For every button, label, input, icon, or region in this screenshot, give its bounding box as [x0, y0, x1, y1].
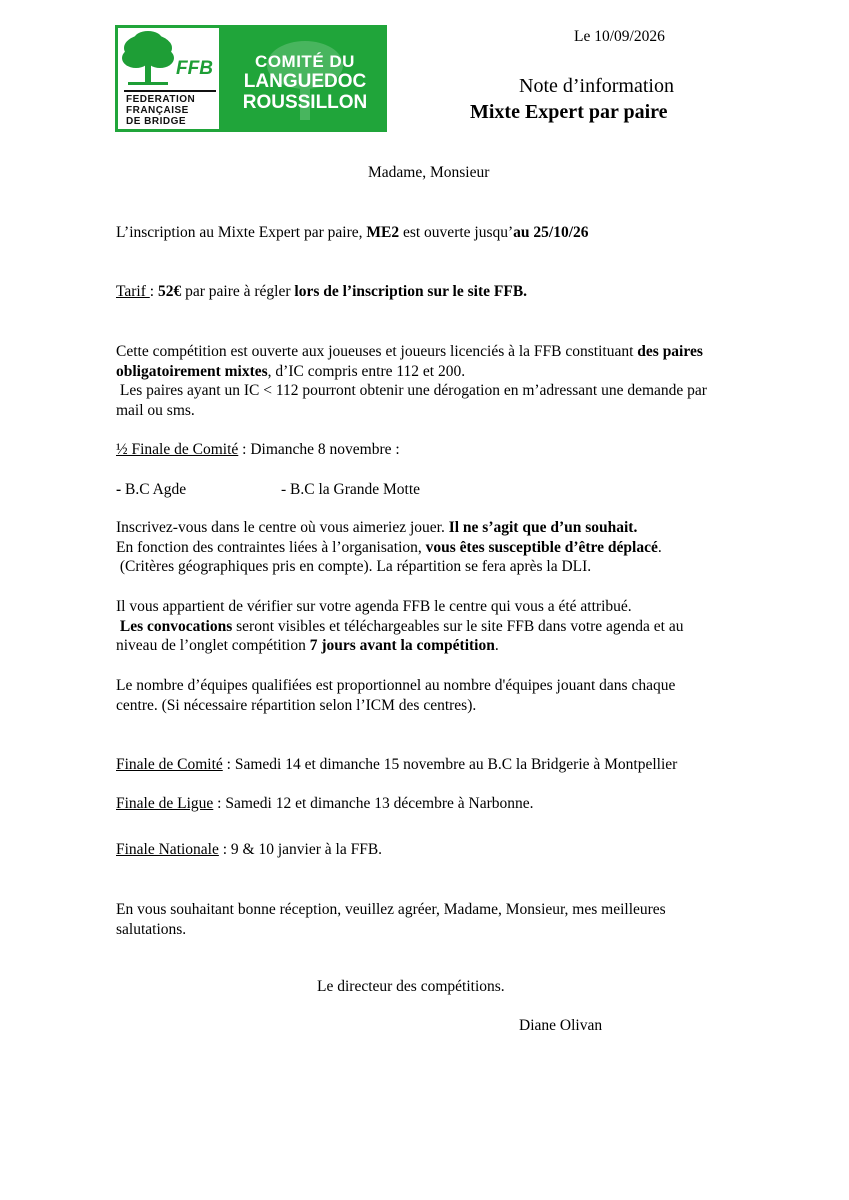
demi-finale-label: ½ Finale de Comité: [116, 441, 239, 458]
finale-nationale: [116, 840, 382, 860]
tarif-colon: :: [149, 283, 158, 300]
tarif-text: par paire à régler: [181, 283, 295, 300]
finale-comite-label: Finale de Comité: [116, 756, 223, 773]
inscrivez-paragraph: [116, 518, 662, 577]
centre-dash: -: [116, 481, 122, 498]
salutation: Madame, Monsieur: [368, 164, 490, 181]
closing-paragraph: [116, 900, 666, 939]
agenda-bold-2: 7 jours avant la compétition: [309, 637, 495, 654]
finale-comite-text: : Samedi 14 et dimanche 15 novembre au B.C la Bridgerie à Montpellier: [222, 756, 678, 773]
competition-line-2: , d’IC compris entre 112 et 200.: [267, 362, 466, 380]
competition-bold-1: des paires: [637, 343, 703, 360]
comite-line-1: COMITÉ DU: [255, 52, 355, 71]
finale-ligue: [116, 794, 534, 814]
tarif-price: 52€: [157, 283, 182, 300]
inscrivez-bold-1: Il ne s’agit que d’un souhait.: [448, 519, 638, 536]
document-date: Le 10/09/2026: [574, 28, 665, 45]
competition-paragraph: [116, 342, 707, 420]
inscription-text: L’inscription au Mixte Expert par paire,: [116, 224, 367, 241]
ffb-logo: [118, 28, 219, 129]
equipes-line-1: Le nombre d’équipes qualifiées est proportionnel au nombre d'équipes jouant dans chaque: [116, 677, 676, 694]
comite-line-2: LANGUEDOC: [243, 71, 367, 92]
agenda-line-1: Il vous appartient de vérifier sur votre agenda FFB le centre qui vous a été attribué.: [116, 598, 632, 615]
event-code: ME2: [366, 224, 400, 241]
inscrivez-period: .: [657, 538, 662, 556]
federation-line-2: FRANÇAISE: [126, 105, 189, 116]
competition-bold-2: obligatoirement mixtes: [116, 362, 268, 380]
comite-line-3: ROUSSILLON: [242, 92, 368, 113]
document-title: Note d’information: [519, 75, 674, 97]
tarif-label: Tarif: [116, 283, 150, 300]
equipes-paragraph: [116, 676, 675, 715]
closing-line-1: En vous souhaitant bonne réception, veuillez agréer, Madame, Monsieur, mes meilleures: [116, 901, 666, 918]
federation-line-3: DE BRIDGE: [126, 116, 187, 127]
centre-agde-label: B.C Agde: [121, 481, 187, 498]
agenda-line-2: seront visibles et téléchargeables sur le site FFB dans votre agenda et au: [232, 617, 684, 635]
finale-nationale-text: : 9 & 10 janvier à la FFB.: [218, 841, 383, 858]
competition-line-1: Cette compétition est ouverte aux joueuses et joueurs licenciés à la FFB constituant: [116, 343, 638, 360]
equipes-line-2: centre. (Si nécessaire répartition selon l’ICM des centres).: [116, 696, 477, 714]
competition-line-4: mail ou sms.: [116, 401, 195, 419]
finale-ligue-label: Finale de Ligue: [116, 795, 214, 812]
logo-rule: [124, 90, 216, 92]
inscrivez-line-3: (Critères géographiques pris en compte). La répartition se fera après la DLI.: [116, 558, 592, 575]
federation-line-1: FEDERATION: [126, 94, 196, 105]
inscription-text-2: est ouverte jusqu’: [399, 224, 514, 241]
document-subtitle: Mixte Expert par paire: [470, 101, 668, 123]
ffb-mark: FFB: [176, 58, 213, 79]
agenda-period: .: [494, 637, 499, 654]
tarif-paragraph: [116, 282, 527, 302]
inscrivez-line-1: Inscrivez-vous dans le centre où vous aimeriez jouer.: [116, 519, 449, 536]
agenda-paragraph: [116, 597, 684, 656]
finale-comite: [116, 755, 677, 775]
demi-finale: [116, 440, 400, 460]
competition-line-3: Les paires ayant un IC < 112 pourront obtenir une dérogation en m’adressant une demande par: [116, 382, 707, 399]
finale-nationale-label: Finale Nationale: [116, 841, 219, 858]
finale-ligue-text: : Samedi 12 et dimanche 13 décembre à Narbonne.: [213, 795, 534, 812]
deadline: au 25/10/26: [513, 224, 589, 241]
signature-name: Diane Olivan: [519, 1017, 603, 1034]
agenda-line-3: niveau de l’onglet compétition: [116, 637, 310, 654]
inscrivez-line-2: En fonction des contraintes liées à l’organisation,: [116, 538, 426, 556]
signature-role: Le directeur des compétitions.: [317, 978, 505, 995]
inscription-paragraph: [116, 223, 589, 243]
comite-logo: [115, 25, 387, 132]
agenda-bold-1: Les convocations: [119, 617, 233, 635]
demi-finale-date: : Dimanche 8 novembre :: [238, 441, 400, 458]
closing-line-2: salutations.: [116, 920, 187, 938]
centre-agde: [116, 480, 186, 500]
tarif-payment: lors de l’inscription sur le site FFB.: [294, 283, 528, 300]
inscrivez-bold-2: vous êtes susceptible d’être déplacé: [425, 538, 658, 556]
comite-name: [223, 25, 387, 132]
centre-grande-motte: - B.C la Grande Motte: [281, 481, 421, 498]
